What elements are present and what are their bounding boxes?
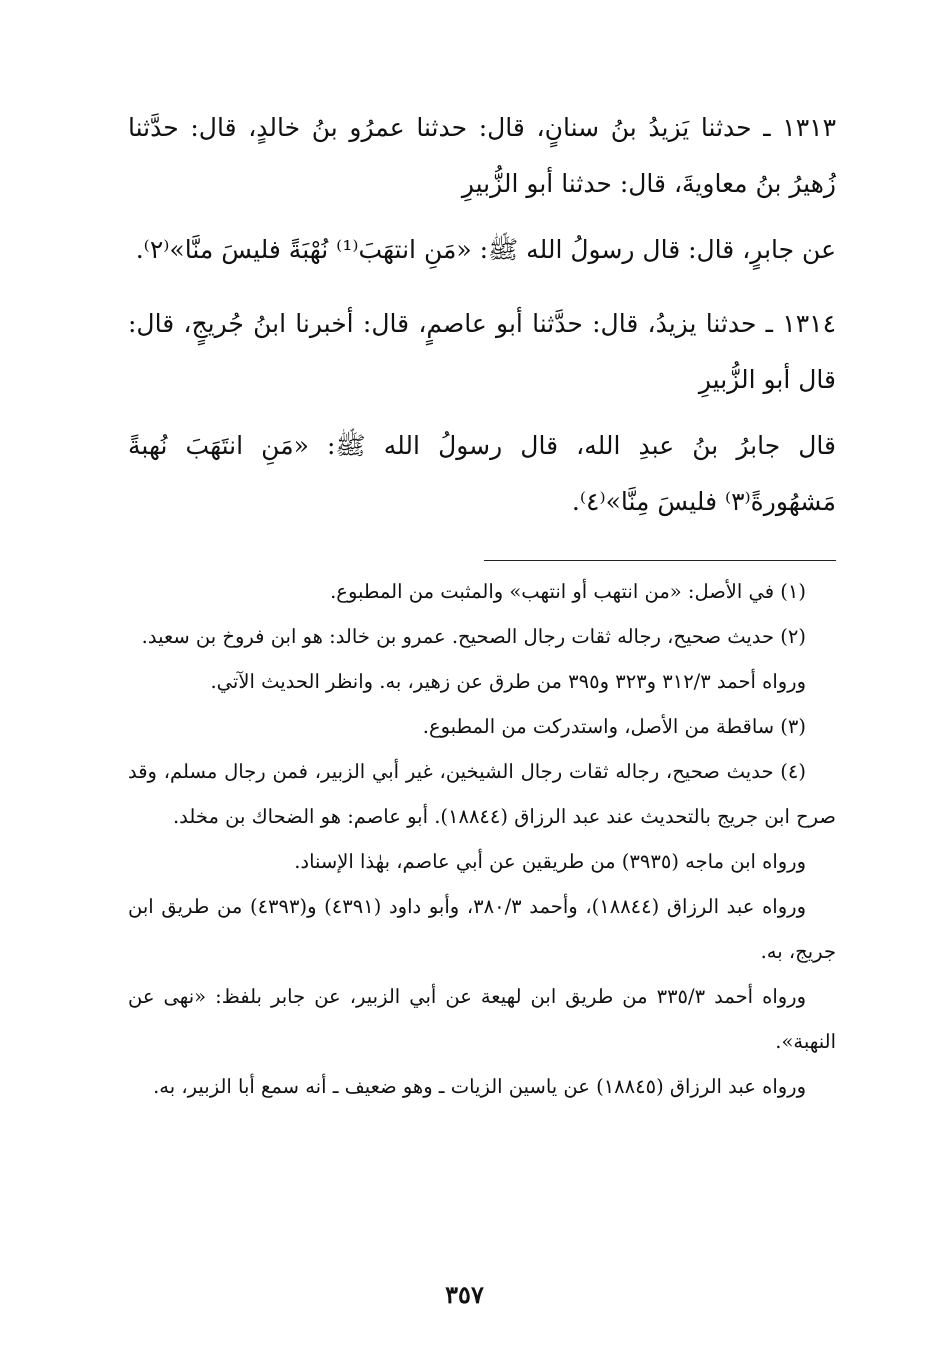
page-number: ٣٥٧	[445, 1280, 484, 1309]
footnote-3: (٣) ساقطة من الأصل، واستدركت من المطبوع.	[422, 715, 806, 738]
footnotes	[128, 569, 836, 1109]
footnote-2: (٢) حديث صحيح، رجاله ثقات رجال الصحيح. عمرو بن خالد: هو ابن فروخ بن سعيد.	[141, 625, 806, 648]
hadith-matn: عن جابرٍ، قال: قال رسولُ الله ﷺ: «مَنِ انتهَبَ⁽¹⁾ نُهْبَةً فليسَ منَّا»⁽٢⁾.	[135, 235, 836, 264]
page-body	[128, 100, 836, 1109]
footnote-4: (٤) حديث صحيح، رجاله ثقات رجال الشيخين، غير أبي الزبير، فمن رجال مسلم، وقد صرح ابن جريج بالتحديث عند عبد الرزاق (١٨٨٤٤). أبو عاصم: هو الضحاك بن مخلد.	[128, 760, 836, 828]
footnote-1: (١) في الأصل: «من انتهب أو انتهب» والمثبت من المطبوع.	[330, 580, 806, 603]
hadith-isnad: ١٣١٤ ـ حدثنا يزيدُ، قال: حدَّثنا أبو عاصمٍ، قال: أخبرنا ابنُ جُريجٍ، قال: قال أبو الزُّبيرِ	[128, 309, 836, 394]
footnote-divider	[484, 560, 836, 561]
footnote-4-continued: ورواه أحمد ٣٣٥/٣ من طريق ابن لهيعة عن أبي الزبير، عن جابر بلفظ: «نهى عن النهبة».	[128, 985, 836, 1053]
footnote-4-continued: ورواه عبد الرزاق (١٨٨٤٤)، وأحمد ٣٨٠/٣، وأبو داود (٤٣٩١) و(٤٣٩٣) من طريق ابن جريج، به.	[128, 895, 836, 963]
hadith-1313	[128, 100, 836, 278]
footnote-4-continued: ورواه ابن ماجه (٣٩٣٥) من طريقين عن أبي عاصم، بهٰذا الإسناد.	[294, 850, 806, 873]
footnote-4-continued: ورواه عبد الرزاق (١٨٨٤٥) عن ياسين الزيات ـ وهو ضعيف ـ أنه سمع أبا الزبير، به.	[153, 1075, 806, 1098]
footnote-2-continued: ورواه أحمد ٣١٢/٣ و٣٢٣ و٣٩٥ من طرق عن زهير، به. وانظر الحديث الآتي.	[210, 670, 806, 693]
hadith-matn: قال جابرُ بنُ عبدِ الله، قال رسولُ الله ﷺ: «مَنِ انتَهَبَ نُهبةً مَشهُورةً⁽٣⁾ فليسَ مِنَّا»⁽٤⁾.	[128, 431, 836, 516]
hadith-isnad: ١٣١٣ ـ حدثنا يَزيدُ بنُ سنانٍ، قال: حدثنا عمرُو بنُ خالدٍ، قال: حدَّثنا زُهيرُ بنُ معاويةَ، قال: حدثنا أبو الزُّبيرِ	[128, 113, 836, 198]
hadith-1314	[128, 296, 836, 530]
